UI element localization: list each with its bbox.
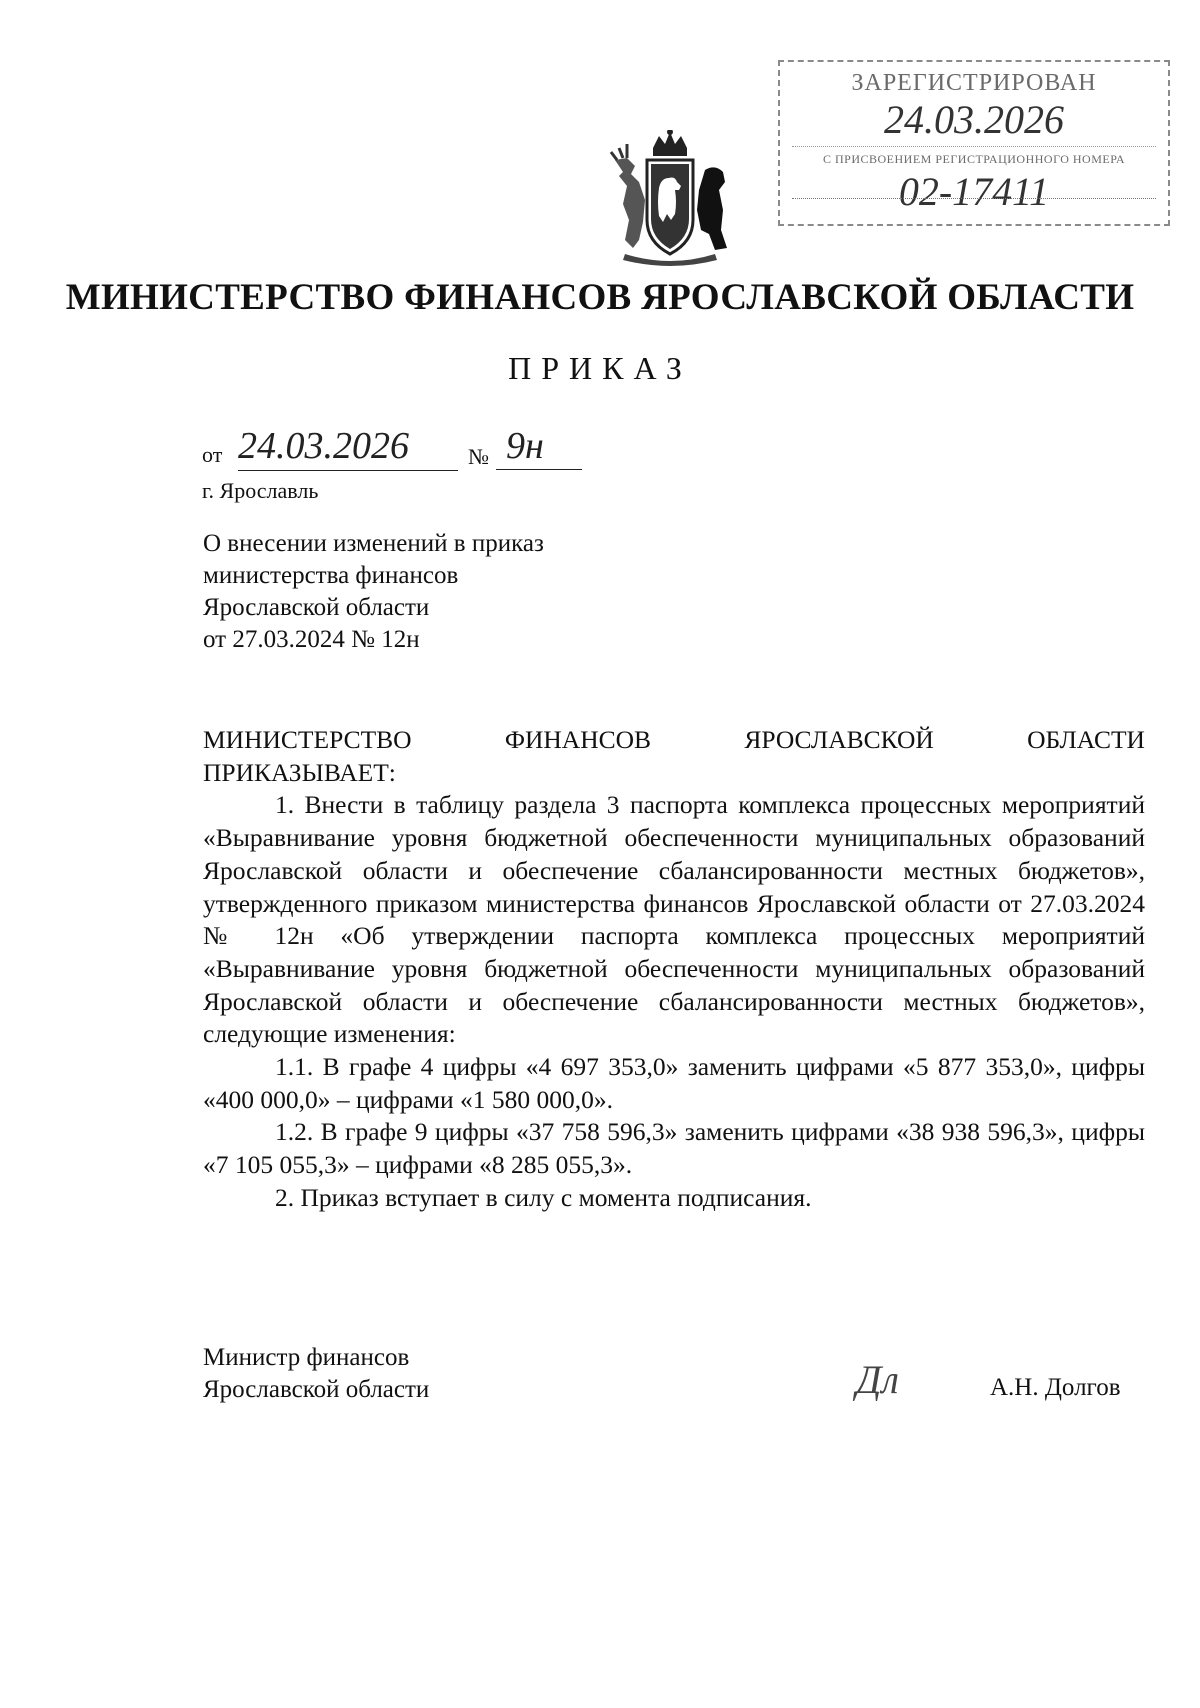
preamble-word: ЯРОСЛАВСКОЙ <box>744 725 934 754</box>
signatory-position <box>203 1342 429 1406</box>
preamble-line <box>203 724 1145 757</box>
subject-line: Ярославской области <box>203 594 430 621</box>
position-line: Ярославской области <box>203 1376 430 1403</box>
stamp-subtitle: С ПРИСВОЕНИЕМ РЕГИСТРАЦИОННОГО НОМЕРА <box>822 152 1126 166</box>
preamble-verb: ПРИКАЗЫВАЕТ: <box>203 757 396 787</box>
stamp-number: 02-17411 <box>898 169 1050 214</box>
paragraph-1-1: 1.1. В графе 4 цифры «4 697 353,0» заменить цифрами «5 877 353,0», цифры «400 000,0» – цифрами «1 580 000,0». <box>203 1052 1145 1114</box>
number-label: № <box>468 444 489 469</box>
signatory-name: А.Н. Долгов <box>990 1374 1121 1401</box>
stamp-divider <box>792 146 1156 147</box>
stamp-date: 24.03.2026 <box>884 97 1064 142</box>
handwritten-signature: Дл <box>856 1357 899 1402</box>
order-body <box>203 724 1145 1215</box>
document-type: ПРИКАЗ <box>508 350 692 386</box>
stamp-divider <box>792 198 1156 199</box>
ministry-title: МИНИСТЕРСТВО ФИНАНСОВ ЯРОСЛАВСКОЙ ОБЛАСТИ <box>65 277 1135 318</box>
paragraph-1-2: 1.2. В графе 9 цифры «37 758 596,3» заменить цифрами «38 938 596,3», цифры «7 105 055,3» – цифрами «8 285 055,3». <box>203 1117 1145 1180</box>
subject-line: от 27.03.2024 № 12н <box>203 626 420 653</box>
paragraph-1: 1. Внести в таблицу раздела 3 паспорта комплекса процессных мероприятий «Выравнивание уровня бюджетной обеспеченности муниципальных образований Ярославской области и обеспечение сбалансированности местных бюджетов», утвержденного приказом министерства финансов Ярославской области от 27.03.2024 № 12н «Об утверждении паспорта комплекса процессных мероприятий «Выравнивание уровня бюджетной обеспеченности муниципальных образований Ярославской области и обеспечение сбалансированности местных бюджетов», следующие изменения: <box>203 790 1145 1049</box>
preamble-word: МИНИСТЕРСТВО <box>203 725 412 754</box>
coat-of-arms-icon <box>605 130 735 268</box>
position-line: Министр финансов <box>203 1344 410 1371</box>
stamp-title: ЗАРЕГИСТРИРОВАН <box>851 70 1097 96</box>
preamble-word: ФИНАНСОВ <box>504 725 652 754</box>
paragraph-2: 2. Приказ вступает в силу с момента подписания. <box>275 1182 812 1212</box>
subject-line: О внесении изменений в приказ <box>203 530 544 557</box>
preamble-word: ОБЛАСТИ <box>1027 725 1145 754</box>
city: г. Ярославль <box>202 478 319 503</box>
document-number: 9н <box>496 426 582 470</box>
subject-line: министерства финансов <box>203 562 459 589</box>
registration-stamp <box>778 60 1170 226</box>
document-date: 24.03.2026 <box>238 426 458 471</box>
document-subject <box>203 528 663 656</box>
date-label: от <box>202 442 223 467</box>
